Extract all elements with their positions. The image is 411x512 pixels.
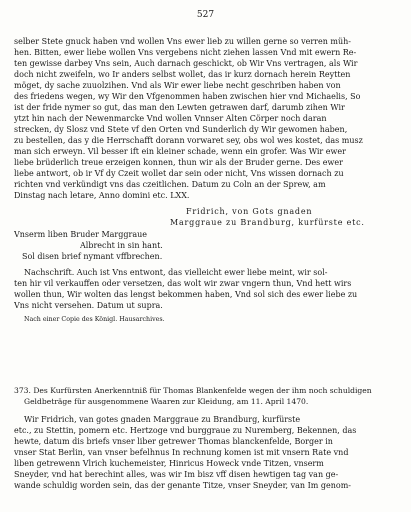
body-line: Sneyder, vnd hat berechint alles, was wir Im bisz vff disen hewtigen tag van ge-	[14, 470, 339, 479]
document-heading: 373. Des Kurfürsten Anerkenntniß für Thomas Blankenfelde wegen der ihm noch schuldigen	[14, 386, 372, 395]
body-line: ytzt hin nach der Newenmarcke Vnd wollen Vnnser Alten Cörper noch daran	[14, 114, 327, 123]
body-line: Wir Fridrich, van gotes gnaden Marggraue zu Brandburg, kurfürste	[24, 415, 301, 424]
body-line: strecken, dy Slosz vnd Stete vf den Orten vnd Sunderlich dy Wir gewomen haben,	[14, 125, 348, 134]
body-line: man sich erweyn. Vil besser ift ein kleiner schade, wenn ein grofer. Was Wir ewer	[14, 147, 346, 156]
signature-line: Marggraue zu Brandburg, kurfürste etc.	[170, 218, 365, 227]
address-line: Albrecht in sin hant.	[80, 241, 163, 250]
body-line: vnser Stat Berlin, van vnser befelhnus In rechnung komen ist mit vnsern Rate vnd	[14, 448, 349, 457]
body-line: liben getrewenn Vlrich kuchemeister, Hinricus Howeck vnde Titzen, vnserm	[14, 459, 324, 468]
body-line: richten vnd verkündigt vns das czeitlichen. Datum zu Coln an der Sprew, am	[14, 180, 326, 189]
body-line: zu bestellen, das y die Herrschafft dorann vorwaret sey, obs wol wes kostet, das musz	[14, 136, 363, 145]
signature-line: Fridrich, von Gots gnaden	[186, 207, 313, 216]
body-line: selber Stete gnuck haben vnd wollen Vns ewer lieb zu willen gerne so verren müh-	[14, 37, 351, 46]
body-line: ten gewisse darbey Vns sein, Auch darnach geschickt, ob Wir Vns vertragen, als Wir	[14, 59, 358, 68]
postscript-line: wollen thun, Wir wolten das lengst bekommen haben, Vnd sol sich des ewer liebe zu	[14, 290, 358, 299]
source-note: Nach einer Copie des Königl. Hausarchives.	[24, 316, 165, 323]
body-line: möget, dy sache zuuolzihen. Vnd als Wir ewer liebe necht geschriben haben von	[14, 81, 341, 90]
page-number: 527	[196, 10, 215, 20]
body-line: hewte, datum dis briefs vnser liber getrewer Thomas blanckenfelde, Borger in	[14, 437, 333, 446]
postscript-line: Nachschrift. Auch ist Vns entwont, das vielleicht ewer liebe meint, wir sol-	[24, 268, 328, 277]
address-line: Vnserm liben Bruder Marggraue	[14, 230, 147, 239]
body-line: liebe brüderlich treue erzeigen konnen, thun wir als der Bruder gerne. Des ewer	[14, 158, 343, 167]
body-line: doch nicht zweifeln, wo Ir anders selbst wollet, das ir kurz dornach herein Reytten	[14, 70, 351, 79]
body-line: Dinstag nach letare, Anno domini etc. LXX.	[14, 191, 190, 200]
address-line: Sol disen brief nymant vffbrechen.	[22, 252, 163, 261]
body-line: liebe antwort, ob ir Vf dy Czeit wollet dar sein oder nicht, Vns wissen dornach zu	[14, 169, 344, 178]
body-line: des friedens wegen, wy Wir den Vfgenommen haben zwischen hier vnd Michaelis, So	[14, 92, 361, 101]
postscript-line: Vns nicht versehen. Datum ut supra.	[14, 301, 163, 310]
body-line: wande schuldig worden sein, das der genante Titze, vnser Sneyder, van Im genom-	[14, 481, 352, 490]
body-line: ist der fride nymer so gut, das man den Lewten getrawen darf, darumb zihen Wir	[14, 103, 345, 112]
body-line: hen. Bitten, ewer liebe wollen Vns vergebens nicht ziehen lassen Vnd mit ewern Re-	[14, 48, 357, 57]
postscript-line: ten hir vil verkauffen oder versetzen, das wolt wir zwar vngern thun, Vnd hett wirs	[14, 279, 352, 288]
body-line: etc., zu Stettin, pomern etc. Hertzoge vnd burggraue zu Nuremberg, Bekennen, das	[14, 426, 357, 435]
document-heading: Geldbeträge für ausgenommene Waaren zur Kleidung, am 11. April 1470.	[24, 397, 309, 406]
